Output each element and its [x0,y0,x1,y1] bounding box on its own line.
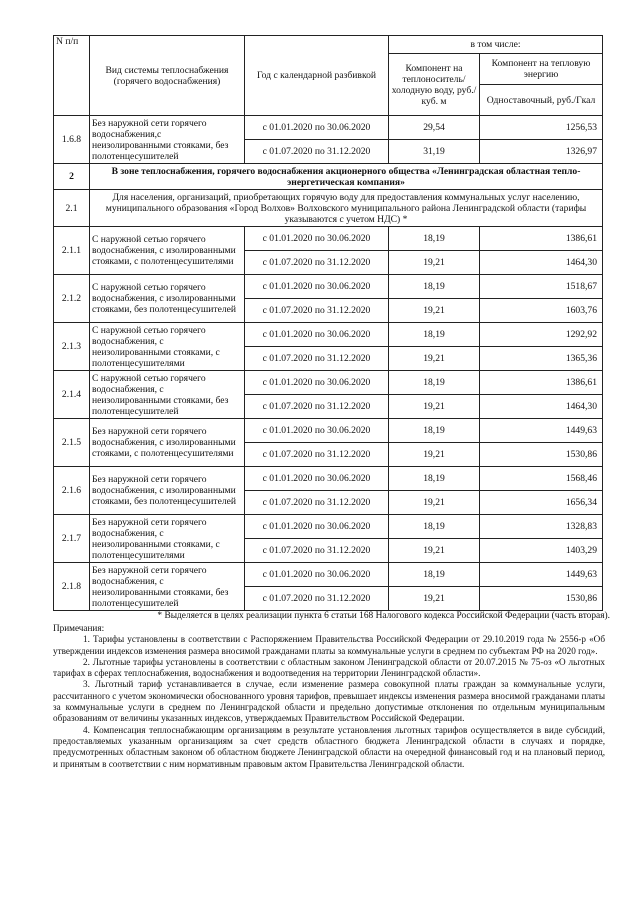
period-cell: с 01.01.2020 по 30.06.2020 [245,563,389,587]
carrier-value: 19,21 [389,347,480,371]
row-system-type: С наружной сетью горячего водоснабжения, с неизолированными стояками, без полотенцесушителей [90,371,245,419]
energy-value: 1365,36 [480,347,603,371]
header-component-energy: Компонент на тепловую энергию [480,54,603,85]
note-item: 4. Компенсация теплоснабжающим организациям в результате установления льготных тарифов осуществляется в виде субсидий, предоставляемых указанным организациям за счет средств областного бюджета Ленинградской области в случаях и порядке, предусмотренных областным законом об областном бюджете Ленинградской области на очередной финансовый год и на плановый период, и принятым в соответствии с ним нормативным правовым актом Правительства Ленинградской области. [53,724,605,769]
header-num: N п/п [54,36,90,116]
row-system-type: Без наружной сети горячего водоснабжения, с неизолированными стояками, с полотенцесушителями [90,515,245,563]
row-system-type: С наружной сетью горячего водоснабжения, с изолированными стояками, без полотенцесушителей [90,275,245,323]
energy-value: 1328,83 [480,515,603,539]
row-system-type: С наружной сетью горячего водоснабжения, с изолированными стояками, с полотенцесушителями [90,227,245,275]
tariff-table [53,35,603,611]
notes-section [53,623,605,770]
row-system-type: Без наружной сети горячего водоснабжения,с неизолированными стояками, без полотенцесушителей [90,116,245,164]
energy-value: 1403,29 [480,539,603,563]
carrier-value: 18,19 [389,467,480,491]
energy-value: 1530,86 [480,587,603,611]
period-cell: с 01.07.2020 по 31.12.2020 [245,347,389,371]
period-cell: с 01.01.2020 по 30.06.2020 [245,419,389,443]
carrier-value: 19,21 [389,539,480,563]
header-including: в том числе: [389,36,603,54]
note-item: 3. Льготный тариф устанавливается в случае, если изменение размера совокупной платы граждан за коммунальные услуги, рассчитанного с учетом экономически обоснованного уровня тарифов, превышает индексы изменения размера вносимой гражданами платы за коммунальные услуги в среднем по Ленинградской области и предельно допустимые отклонения по отдельным муниципальным образованиям от величины указанных индексов, утверждаемых Правительством Российской Федерации. [53,679,605,724]
carrier-value: 31,19 [389,140,480,164]
period-cell: с 01.07.2020 по 31.12.2020 [245,587,389,611]
row-num: 2.1.5 [54,419,90,467]
period-cell: с 01.07.2020 по 31.12.2020 [245,140,389,164]
section-num: 2 [54,164,90,190]
notes-title: Примечания: [53,623,105,633]
carrier-value: 29,54 [389,116,480,140]
carrier-value: 19,21 [389,395,480,419]
carrier-value: 19,21 [389,491,480,515]
row-num: 2.1.4 [54,371,90,419]
carrier-value: 19,21 [389,251,480,275]
carrier-value: 18,19 [389,515,480,539]
energy-value: 1518,67 [480,275,603,299]
period-cell: с 01.01.2020 по 30.06.2020 [245,515,389,539]
row-num: 2.1.2 [54,275,90,323]
period-cell: с 01.01.2020 по 30.06.2020 [245,275,389,299]
energy-value: 1464,30 [480,251,603,275]
note-item: 1. Тарифы установлены в соответствии с Распоряжением Правительства Российской Федерации от 29.10.2019 года № 2556-р «Об утверждении индексов изменения размера вносимой гражданами платы за коммунальные услуги в среднем по субъектам РФ на 2020 год». [53,634,605,656]
carrier-value: 18,19 [389,371,480,395]
row-num: 2.1.8 [54,563,90,611]
energy-value: 1292,92 [480,323,603,347]
energy-value: 1568,46 [480,467,603,491]
carrier-value: 18,19 [389,419,480,443]
row-num: 1.6.8 [54,116,90,164]
energy-value: 1386,61 [480,227,603,251]
energy-value: 1603,76 [480,299,603,323]
note-item: 2. Льготные тарифы установлены в соответствии с областным законом Ленинградской области от 20.07.2015 № 75-оз «О льготных тарифах в сферах теплоснабжения, водоснабжения и водоотведения на территории Ленинградской области». [53,656,605,679]
period-cell: с 01.01.2020 по 30.06.2020 [245,371,389,395]
period-cell: с 01.01.2020 по 30.06.2020 [245,467,389,491]
subsection-title: Для населения, организаций, приобретающих горячую воду для предоставления коммунальных услуг населению, муниципального образования «Город Волхов» Волховского муниципального района Ленинградской области (тарифы указываются с учетом НДС) * [90,190,603,227]
row-num: 2.1.7 [54,515,90,563]
period-cell: с 01.07.2020 по 31.12.2020 [245,491,389,515]
period-cell: с 01.07.2020 по 31.12.2020 [245,251,389,275]
period-cell: с 01.07.2020 по 31.12.2020 [245,299,389,323]
section-title: В зоне теплоснабжения, горячего водоснабжения акционерного общества «Ленинградская областная тепло-энергетическая компания» [90,164,603,190]
row-system-type: Без наружной сети горячего водоснабжения, с изолированными стояками, без полотенцесушителей [90,467,245,515]
energy-value: 1656,34 [480,491,603,515]
energy-value: 1449,63 [480,563,603,587]
period-cell: с 01.01.2020 по 30.06.2020 [245,227,389,251]
row-num: 2.1.3 [54,323,90,371]
header-system-type: Вид системы теплоснабжения (горячего водоснабжения) [90,36,245,116]
period-cell: с 01.07.2020 по 31.12.2020 [245,539,389,563]
energy-value: 1326,97 [480,140,603,164]
header-one-rate: Одноставочный, руб./Гкал [480,85,603,116]
energy-value: 1256,53 [480,116,603,140]
energy-value: 1464,30 [480,395,603,419]
energy-value: 1530,86 [480,443,603,467]
row-system-type: С наружной сетью горячего водоснабжения, с неизолированными стояками, с полотенцесушителями [90,323,245,371]
energy-value: 1449,63 [480,419,603,443]
header-period: Год с календарной разбивкой [245,36,389,116]
period-cell: с 01.01.2020 по 30.06.2020 [245,116,389,140]
row-num: 2.1.1 [54,227,90,275]
carrier-value: 19,21 [389,443,480,467]
carrier-value: 18,19 [389,227,480,251]
period-cell: с 01.07.2020 по 31.12.2020 [245,443,389,467]
period-cell: с 01.07.2020 по 31.12.2020 [245,395,389,419]
row-num: 2.1.6 [54,467,90,515]
carrier-value: 19,21 [389,587,480,611]
carrier-value: 18,19 [389,275,480,299]
carrier-value: 18,19 [389,563,480,587]
row-system-type: Без наружной сети горячего водоснабжения, с неизолированными стояками, без полотенцесушителей [90,563,245,611]
header-component-carrier: Компонент на теплоноситель/холодную воду, руб./куб. м [389,54,480,116]
vat-footnote: * Выделяется в целях реализации пункта 6 статьи 168 Налогового кодекса Российской Федерации (часть вторая). [157,611,610,621]
energy-value: 1386,61 [480,371,603,395]
row-system-type: Без наружной сети горячего водоснабжения, с изолированными стояками, с полотенцесушителями [90,419,245,467]
subsection-num: 2.1 [54,190,90,227]
carrier-value: 18,19 [389,323,480,347]
period-cell: с 01.01.2020 по 30.06.2020 [245,323,389,347]
carrier-value: 19,21 [389,299,480,323]
